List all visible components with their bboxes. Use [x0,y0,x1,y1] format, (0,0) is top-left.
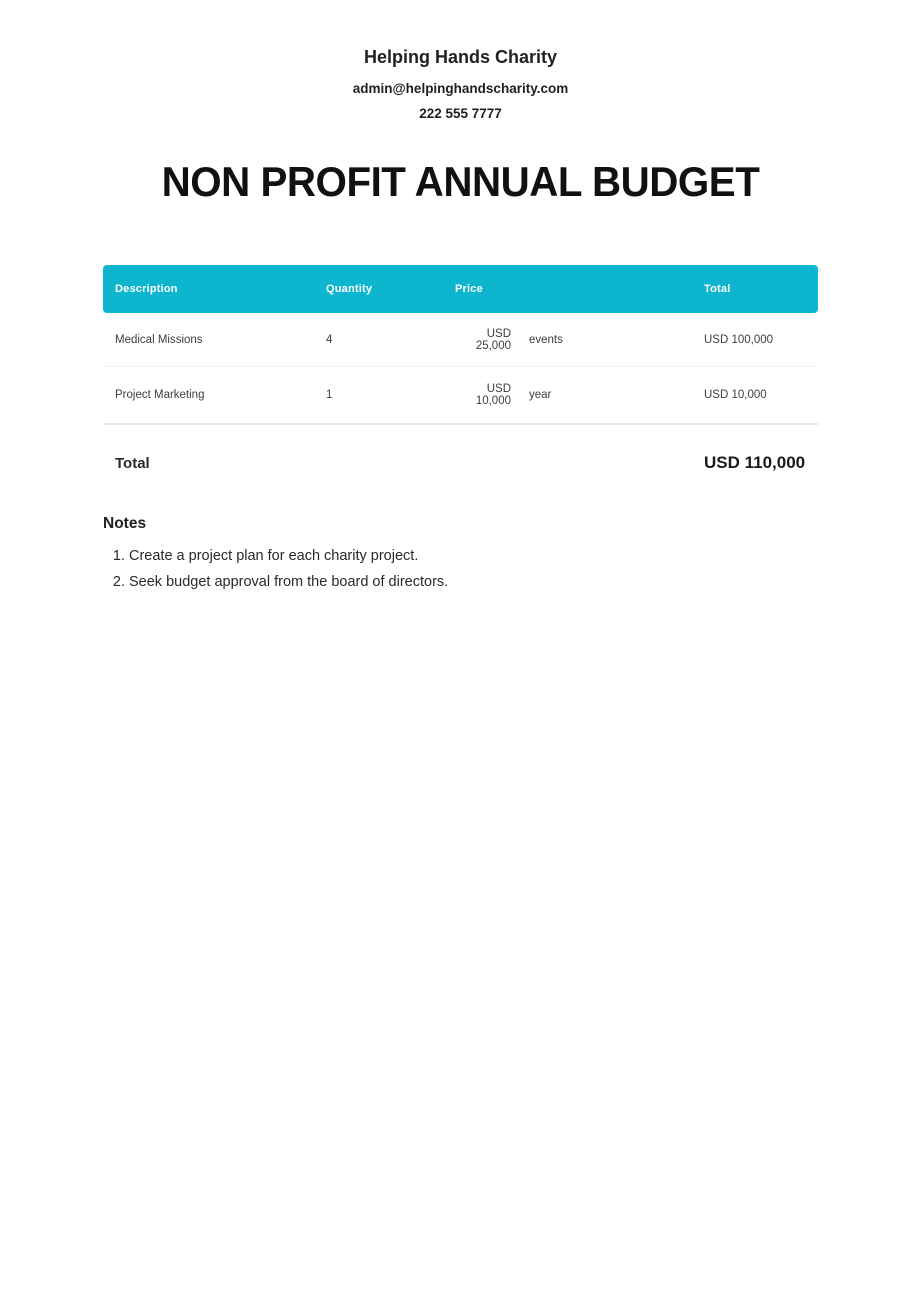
column-header-price: Price [455,283,483,295]
table-header-row [103,265,818,313]
cell-total: USD 100,000 [704,333,774,346]
cell-price: USD 10,000 [475,383,511,407]
notes-section [103,513,818,595]
budget-table [103,265,818,481]
org-email: admin@helpinghandscharity.com [352,81,569,96]
cell-price: USD 25,000 [475,327,511,352]
cell-unit: events [529,333,563,346]
cell-total: USD 10,000 [704,389,767,401]
document-page [0,0,921,595]
cell-unit: year [529,389,552,401]
note-item: 2. Seek budget approval from the board of directors. [129,569,818,595]
notes-heading: Notes [103,515,147,532]
cell-description: Medical Missions [115,333,203,346]
column-header-description: Description [115,283,178,295]
cell-quantity: 4 [326,333,333,346]
cell-description: Project Marketing [115,389,205,401]
letterhead [0,46,921,123]
page-title: NON PROFIT ANNUAL BUDGET [161,158,760,205]
table-row [103,367,818,425]
notes-list [103,543,818,595]
table-row [103,313,818,367]
org-name: Helping Hands Charity [363,47,558,67]
total-value: USD 110,000 [704,453,806,472]
column-header-total: Total [704,283,731,295]
note-item: 1. Create a project plan for each charity project. [129,543,818,569]
cell-quantity: 1 [326,389,333,401]
total-label: Total [115,454,150,472]
column-header-quantity: Quantity [326,283,373,295]
total-row [103,425,818,481]
org-phone: 222 555 7777 [419,106,502,121]
